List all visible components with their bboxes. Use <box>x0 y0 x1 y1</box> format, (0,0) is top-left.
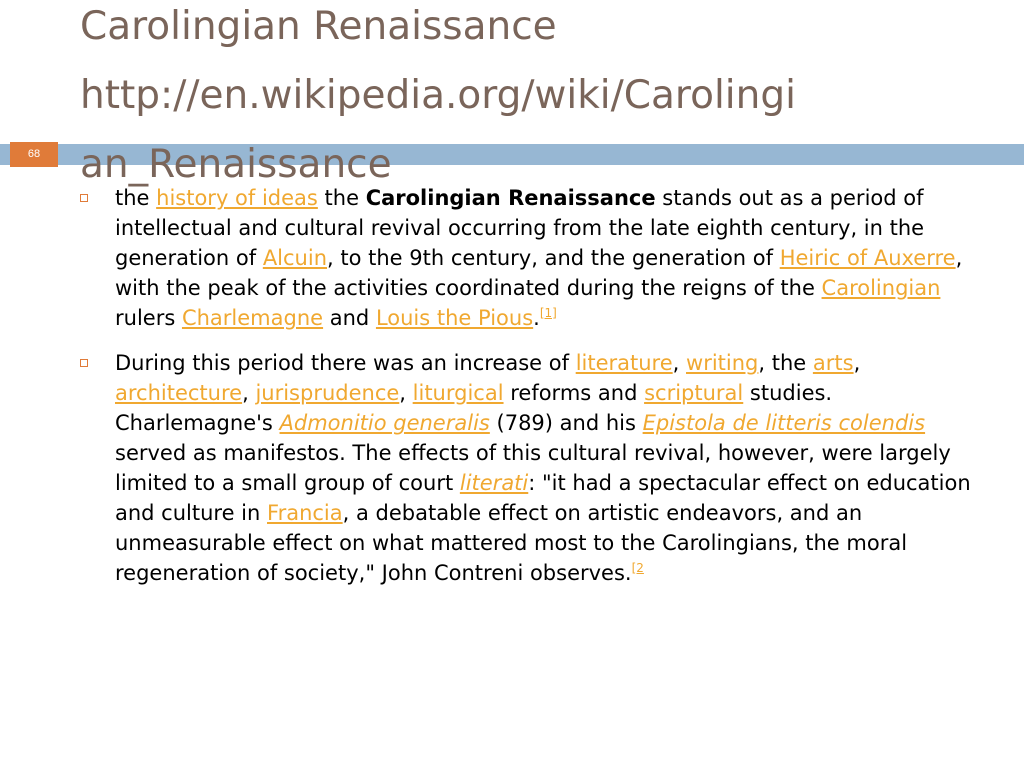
title-line: an_Renaissance <box>80 142 392 187</box>
text-run: During this period there was an increase of <box>115 351 576 375</box>
bullet-text <box>115 183 980 333</box>
text-run: , with the peak of the activities coordinated during the reigns of the <box>115 246 963 300</box>
text-run: , <box>399 381 413 405</box>
title-line: Carolingian Renaissance <box>80 4 557 49</box>
text-run: , a debatable effect on artistic endeavors, and an unmeasurable effect on what mattered most to the Carolingians, the moral regeneration of society," John Contreni observes. <box>115 501 908 585</box>
text-run: , the <box>758 351 813 375</box>
link-writing[interactable]: writing <box>686 351 759 375</box>
link-heiric-of-auxerre[interactable]: Heiric of Auxerre <box>779 246 956 270</box>
text-run: served as manifestos. The effects of this cultural revival, however, were largely limited to a small group of court <box>115 441 951 495</box>
text-run: rulers <box>115 306 182 330</box>
text-run: reforms and <box>503 381 645 405</box>
title-line: http://en.wikipedia.org/wiki/Carolingi <box>80 73 796 118</box>
link-louis-the-pious[interactable]: Louis the Pious <box>375 306 534 330</box>
link-alcuin[interactable]: Alcuin <box>262 246 328 270</box>
text-run: (789) and his <box>489 411 643 435</box>
slide-title <box>80 0 1020 199</box>
text-run: : "it had a spectacular effect on education and culture in <box>115 471 971 525</box>
text-run: the <box>115 186 157 210</box>
bullet-item <box>80 348 980 588</box>
link-admonitio-generalis[interactable]: Admonitio generalis <box>279 411 490 435</box>
bold-term: Carolingian Renaissance <box>365 186 656 210</box>
link-literati[interactable]: literati <box>459 471 529 495</box>
bullet-text <box>115 348 980 588</box>
text-run: stands out as a period of intellectual and cultural revival occurring from the late eighth century, in the generation of <box>115 186 925 270</box>
text-run: , to the 9th century, and the generation of <box>327 246 780 270</box>
link-literature[interactable]: literature <box>575 351 673 375</box>
link-history-of-ideas[interactable]: history of ideas <box>156 186 318 210</box>
link-epistola-de-litteris-colendis[interactable]: Epistola de litteris colendis <box>642 411 926 435</box>
link-architecture[interactable]: architecture <box>115 381 243 405</box>
text-run: , <box>242 381 256 405</box>
text-run: , <box>853 351 861 375</box>
text-run: the <box>317 186 366 210</box>
link-scriptural[interactable]: scriptural <box>644 381 744 405</box>
text-run: and <box>323 306 376 330</box>
text-run: , <box>672 351 687 375</box>
citation-link[interactable]: [2 <box>631 561 644 575</box>
square-bullet-icon <box>80 359 88 367</box>
text-run: . <box>533 306 540 330</box>
link-liturgical[interactable]: liturgical <box>412 381 504 405</box>
link-carolingian[interactable]: Carolingian <box>821 276 941 300</box>
link-charlemagne[interactable]: Charlemagne <box>181 306 324 330</box>
link-francia[interactable]: Francia <box>267 501 343 525</box>
link-arts[interactable]: arts <box>812 351 854 375</box>
citation-link[interactable]: [1] <box>539 306 557 320</box>
text-run: studies. Charlemagne's <box>115 381 833 435</box>
link-jurisprudence[interactable]: jurisprudence <box>255 381 400 405</box>
slide-body <box>80 183 980 603</box>
bullet-item <box>80 183 980 333</box>
slide-number: 68 <box>10 142 58 167</box>
